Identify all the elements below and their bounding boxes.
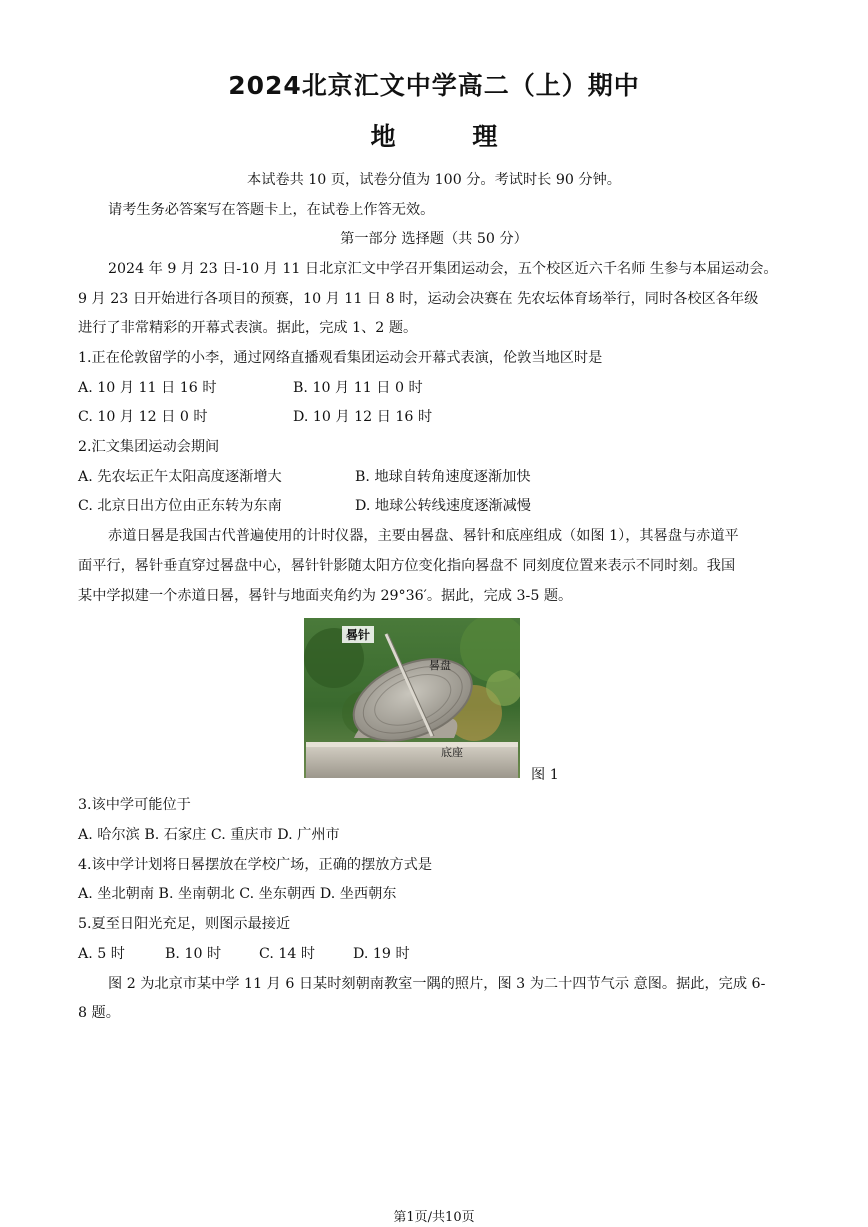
question-2-stem: 2.汇文集团运动会期间 — [78, 439, 220, 455]
passage-3-line-2: 8 题。 — [78, 1005, 120, 1021]
question-4-stem: 4.该中学计划将日晷摆放在学校广场，正确的摆放方式是 — [78, 857, 433, 873]
question-5-option-d: D. 19 时 — [353, 946, 410, 962]
question-2-option-a: A. 先农坛正午太阳高度逐渐增大 — [78, 469, 282, 485]
question-1-stem: 1.正在伦敦留学的小李，通过网络直播观看集团运动会开幕式表演，伦敦当地区时是 — [78, 350, 603, 366]
question-2-option-c: C. 北京日出方位由正东转为东南 — [78, 498, 282, 514]
passage-2-line-2: 面平行，晷针垂直穿过晷盘中心，晷针针影随太阳方位变化指向晷盘不 同刻度位置来表示不同时刻。我国 — [78, 558, 736, 574]
passage-1-line-1: 2024 年 9 月 23 日-10 月 11 日北京汇文中学召开集团运动会，五个校区近六千名师 生参与本届运动会。 — [108, 261, 778, 277]
passage-2-line-3: 某中学拟建一个赤道日晷，晷针与地面夹角约为 29°36′。据此，完成 3-5 题。 — [78, 588, 573, 604]
page-number: 第1页/共10页 — [393, 1210, 475, 1225]
question-4-options: A. 坐北朝南 B. 坐南朝北 C. 坐东朝西 D. 坐西朝东 — [78, 886, 397, 902]
subject-title: 地 理 — [370, 122, 532, 151]
passage-3-line-1: 图 2 为北京市某中学 11 月 6 日某时刻朝南教室一隅的照片，图 3 为二十四节气示 意图。据此，完成 6- — [108, 976, 766, 992]
sundial-figure — [304, 618, 520, 778]
question-5-stem: 5.夏至日阳光充足，则图示最接近 — [78, 916, 291, 932]
label-needle: 晷针 — [345, 628, 371, 642]
passage-2-line-1: 赤道日晷是我国古代普遍使用的计时仪器，主要由晷盘、晷针和底座组成（如图 1），其晷盘与赤道平 — [108, 528, 739, 544]
passage-1-line-3: 进行了非常精彩的开幕式表演。据此，完成 1、2 题。 — [78, 320, 418, 336]
question-3-stem: 3.该中学可能位于 — [78, 797, 191, 813]
section-heading: 第一部分 选择题（共 50 分） — [340, 231, 528, 247]
question-1-option-b: B. 10 月 11 日 0 时 — [293, 380, 423, 396]
question-5-option-b: B. 10 时 — [165, 946, 222, 962]
question-5-option-c: C. 14 时 — [259, 946, 316, 962]
passage-1-line-2: 9 月 23 日开始进行各项目的预赛，10 月 11 日 8 时，运动会决赛在 先农坛体育场举行，同时各校区各年级 — [78, 291, 759, 307]
exam-notice: 请考生务必答案写在答题卡上，在试卷上作答无效。 — [108, 202, 435, 218]
exam-info: 本试卷共 10 页，试卷分值为 100 分。考试时长 90 分钟。 — [247, 172, 621, 188]
question-1-option-a: A. 10 月 11 日 16 时 — [78, 380, 217, 396]
exam-title: 2024北京汇文中学高二（上）期中 — [228, 71, 640, 100]
question-3-options: A. 哈尔滨 B. 石家庄 C. 重庆市 D. 广州市 — [78, 827, 340, 843]
question-2-option-b: B. 地球自转角速度逐渐加快 — [355, 469, 531, 485]
question-5-option-a: A. 5 时 — [78, 946, 125, 962]
question-1-option-d: D. 10 月 12 日 16 时 — [293, 409, 433, 425]
label-dial: 晷盘 — [429, 659, 451, 672]
question-2-option-d: D. 地球公转线速度逐渐减慢 — [355, 498, 531, 514]
label-base: 底座 — [441, 746, 463, 759]
question-1-option-c: C. 10 月 12 日 0 时 — [78, 409, 208, 425]
figure-1-caption: 图 1 — [531, 767, 559, 783]
